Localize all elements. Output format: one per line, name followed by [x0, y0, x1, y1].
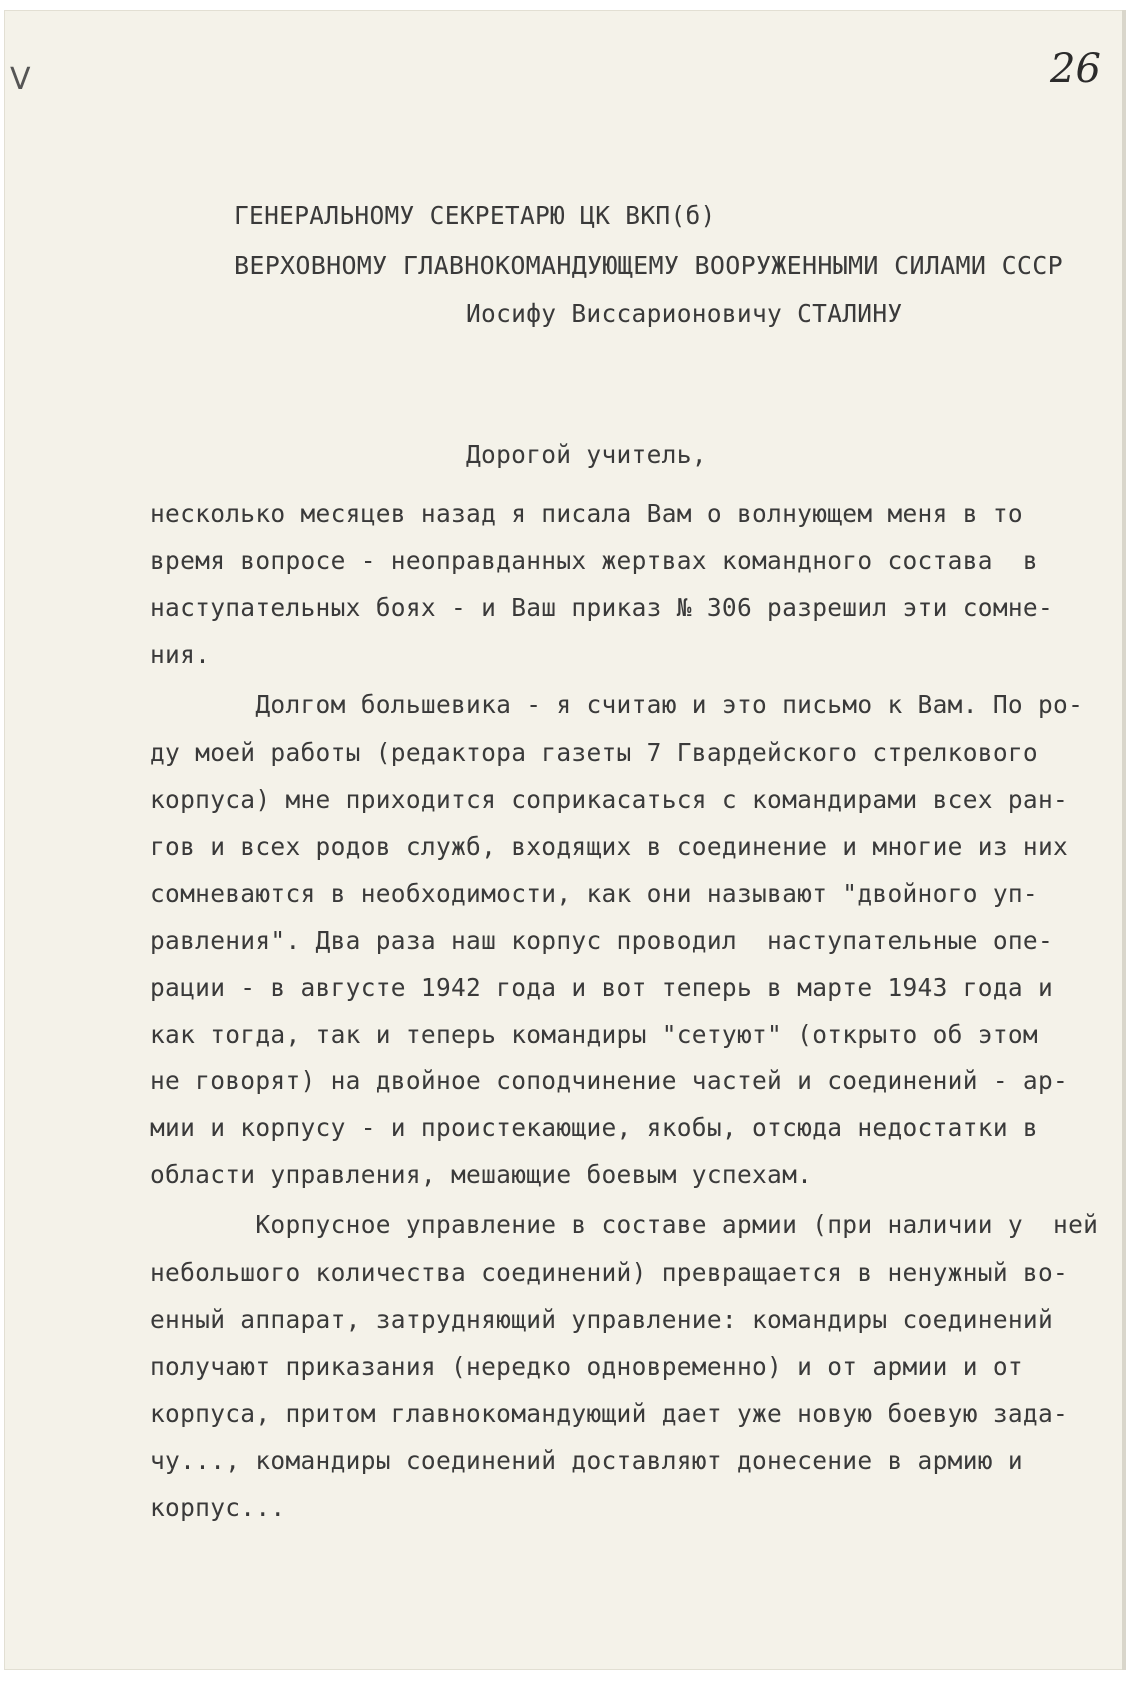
body-line: Долгом большевика - я считаю и это письмо к Вам. По ро- [150, 690, 1084, 719]
body-line: корпуса) мне приходится соприкасаться с командирами всех ран- [150, 785, 1069, 814]
body-line: несколько месяцев назад я писала Вам о волнующем меня в то [150, 499, 1023, 528]
paper-edge [1122, 10, 1126, 1670]
body-line: чу..., командиры соединений доставляют донесение в армию и [150, 1446, 1023, 1475]
body-line: ду моей работы (редактора газеты 7 Гвардейского стрелкового [150, 738, 1038, 767]
body-line: области управления, мешающие боевым успехам. [150, 1160, 813, 1189]
body-line: Корпусное управление в составе армии (при наличии у ней [150, 1210, 1099, 1239]
body-line: наступательных боях - и Ваш приказ № 306 разрешил эти сомне- [150, 593, 1054, 622]
body-line: енный аппарат, затрудняющий управление: командиры соединений [150, 1305, 1054, 1334]
body-line: рации - в августе 1942 года и вот теперь в марте 1943 года и [150, 973, 1054, 1002]
body-line: мии и корпусу - и проистекающие, якобы, отсюда недостатки в [150, 1113, 1038, 1142]
salutation: Дорогой учитель, [466, 440, 707, 469]
body-line: сомневаются в необходимости, как они называют "двойного уп- [150, 879, 1038, 908]
body-line: небольшого количества соединений) превращается в ненужный во- [150, 1258, 1069, 1287]
page-number: 26 [1050, 46, 1101, 92]
address-line-1: ГЕНЕРАЛЬНОМУ СЕКРЕТАРЮ ЦК ВКП(б) [234, 201, 716, 230]
body-line: не говорят) на двойное соподчинение частей и соединений - ар- [150, 1066, 1069, 1095]
body-line: корпус... [150, 1493, 286, 1522]
margin-check-mark: V [10, 62, 31, 97]
body-line: корпуса, притом главнокомандующий дает уже новую боевую зада- [150, 1399, 1069, 1428]
body-line: получают приказания (нередко одновременно) и от армии и от [150, 1352, 1023, 1381]
body-line: равления". Два раза наш корпус проводил наступательные опе- [150, 926, 1054, 955]
address-line-3: Иосифу Виссарионовичу СТАЛИНУ [466, 299, 903, 328]
body-line: как тогда, так и теперь командиры "сетуют" (открыто об этом [150, 1020, 1038, 1049]
address-line-2: ВЕРХОВНОМУ ГЛАВНОКОМАНДУЮЩЕМУ ВООРУЖЕННЫМИ СИЛАМИ СССР [234, 251, 1063, 280]
body-line: ния. [150, 640, 211, 669]
body-line: время вопросе - неоправданных жертвах командного состава в [150, 546, 1038, 575]
body-line: гов и всех родов служб, входящих в соединение и многие из них [150, 832, 1069, 861]
